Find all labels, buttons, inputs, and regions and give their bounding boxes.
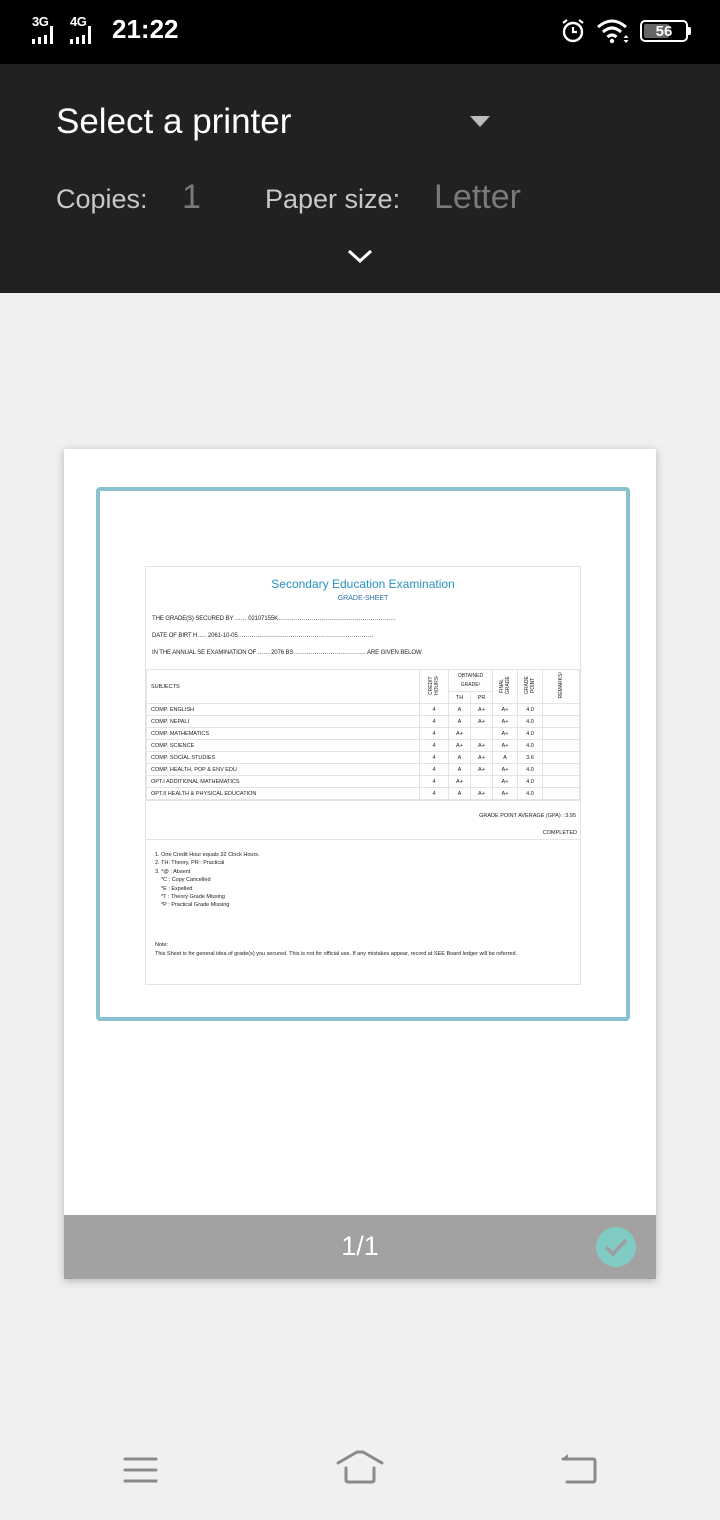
header-final-grade: FINAL GRADE [493,670,518,704]
network-type-1: 3G [32,14,49,29]
final-grade-cell: A+ [493,704,518,716]
subject-cell: COMP. SOCIAL STUDIES [147,752,420,764]
grade-row [147,764,580,776]
footnote: *E : Expelled [161,885,193,892]
info-line-symbol: THE GRADE(S) SECURED BY …… 02107155K…………………………………………………… [152,616,397,622]
pr-grade-cell: A+ [471,740,493,752]
document-subtitle: GRADE-SHEET [337,595,389,602]
grade-point-cell: 4.0 [518,764,543,776]
battery-level: 56 [655,22,673,40]
info-line-dob: DATE OF BIRT H….. 2061-10-05…………………………………………………………… [152,633,374,639]
subject-cell: OPT.I ADDITIONAL MATHEMATICS [147,776,420,788]
th-grade-cell: A+ [449,728,471,740]
footnote: *T : Theory Grade Missing [161,894,225,901]
grade-row [147,740,580,752]
grade-row [147,752,580,764]
info-line-exam: IN THE ANNUAL SE EXAMINATION OF …… 2076 BS ……………………………… ARE GIVEN BELOW [152,650,422,656]
back-icon[interactable] [555,1450,605,1490]
credit-cell: 4 [420,776,449,788]
th-grade-cell: A [449,764,471,776]
final-grade-cell: A+ [493,776,518,788]
navigation-bar [0,1434,720,1520]
grade-row [147,716,580,728]
credit-cell: 4 [420,764,449,776]
grade-row [147,728,580,740]
pr-grade-cell: A+ [471,752,493,764]
final-grade-cell: A+ [493,728,518,740]
header-grade-point: GRADE POINT [518,670,543,704]
note-text: This Sheet is for general idea of grade(s) you secured. This is not for official use. If any mistakes appear, record at SEE Board ledger will be referred. [155,950,518,957]
footnotes [155,851,260,910]
credit-cell: 4 [420,728,449,740]
page-footer-bar [64,1215,656,1279]
grade-point-cell: 4.0 [518,776,543,788]
th-grade-cell: A+ [449,776,471,788]
th-grade-cell: A [449,704,471,716]
pr-grade-cell [471,728,493,740]
header-remarks: REMARKS³ [543,670,580,704]
credit-cell: 4 [420,740,449,752]
wifi-icon [596,18,630,44]
remarks-cell [543,704,580,716]
grade-row [147,704,580,716]
subject-cell: COMP. ENGLISH [147,704,420,716]
footnote: *P : Practical Grade Missing [161,902,230,909]
remarks-cell [543,740,580,752]
page-selected-check-icon[interactable] [596,1227,636,1267]
disclaimer-note [155,941,566,958]
grade-point-cell: 4.0 [518,728,543,740]
header-obtained-grade: OBTAINED GRADE² [449,670,493,692]
signal-3g-icon [32,14,66,44]
footnote: *C : Copy Cancelled [161,877,211,884]
copies-label: Copies: [56,184,148,214]
status-bar [0,0,720,64]
remarks-cell [543,776,580,788]
grade-row [147,776,580,788]
subject-cell: COMP. HEALTH, POP & ENV EDU [147,764,420,776]
remarks-cell [543,728,580,740]
header-th: TH [449,692,471,704]
remarks-cell [543,716,580,728]
header-credit-hours: CREDIT HOURS¹ [420,670,449,704]
grade-row [147,788,580,800]
print-options-header [0,64,720,293]
paper-size-value[interactable]: Letter [434,178,521,216]
grade-sheet-document [145,566,581,985]
battery-icon [640,20,688,42]
paper-size-label: Paper size: [265,184,401,214]
th-grade-cell: A [449,716,471,728]
th-grade-cell: A [449,788,471,800]
grade-point-cell: 4.0 [518,788,543,800]
network-type-2: 4G [70,14,87,29]
printer-dropdown[interactable] [56,100,496,144]
completion-status: COMPLETED [542,830,577,836]
subject-cell: COMP. SCIENCE [147,740,420,752]
header-subjects: SUBJECTS [147,670,420,704]
final-grade-cell: A [493,752,518,764]
expand-options-chevron-icon[interactable] [340,240,380,274]
grade-point-cell: 4.0 [518,740,543,752]
pr-grade-cell: A+ [471,704,493,716]
final-grade-cell: A+ [493,764,518,776]
remarks-cell [543,764,580,776]
grade-table [146,669,580,800]
credit-cell: 4 [420,788,449,800]
page-count: 1/1 [341,1231,379,1261]
footnote: 3. *@ : Absent [155,868,191,875]
grade-point-cell: 3.6 [518,752,543,764]
credit-cell: 4 [420,716,449,728]
final-grade-cell: A+ [493,740,518,752]
final-grade-cell: A+ [493,716,518,728]
footnote: 1. One Credit Hour equals 32 Clock Hours. [155,852,260,858]
dropdown-arrow-icon [470,116,490,127]
alarm-icon [560,18,586,44]
printer-select-label: Select a printer [56,102,292,141]
remarks-cell [543,788,580,800]
clock: 21:22 [112,14,179,44]
header-pr: PR [471,692,493,704]
th-grade-cell: A [449,752,471,764]
th-grade-cell: A+ [449,740,471,752]
subject-cell: COMP. NEPALI [147,716,420,728]
subject-cell: COMP. MATHEMATICS [147,728,420,740]
note-label: Note: [155,942,169,948]
credit-cell: 4 [420,704,449,716]
remarks-cell [543,752,580,764]
final-grade-cell: A+ [493,788,518,800]
credit-cell: 4 [420,752,449,764]
home-icon[interactable] [335,1450,385,1490]
pr-grade-cell: A+ [471,764,493,776]
copies-value[interactable]: 1 [182,178,201,216]
grade-point-cell: 4.0 [518,704,543,716]
pr-grade-cell: A+ [471,716,493,728]
gpa-value: GRADE POINT AVERAGE (GPA) : 3.95 [479,813,576,819]
pr-grade-cell: A+ [471,788,493,800]
page-preview[interactable] [64,449,656,1279]
signal-4g-icon [70,14,104,44]
grade-point-cell: 4.0 [518,716,543,728]
pr-grade-cell [471,776,493,788]
document-title: Secondary Education Examination [271,577,455,591]
subject-cell: OPT.II HEALTH & PHYSICAL EDUCATION [147,788,420,800]
menu-icon[interactable] [116,1450,166,1490]
footnote: 2. TH: Theory, PR : Practical [155,860,225,867]
